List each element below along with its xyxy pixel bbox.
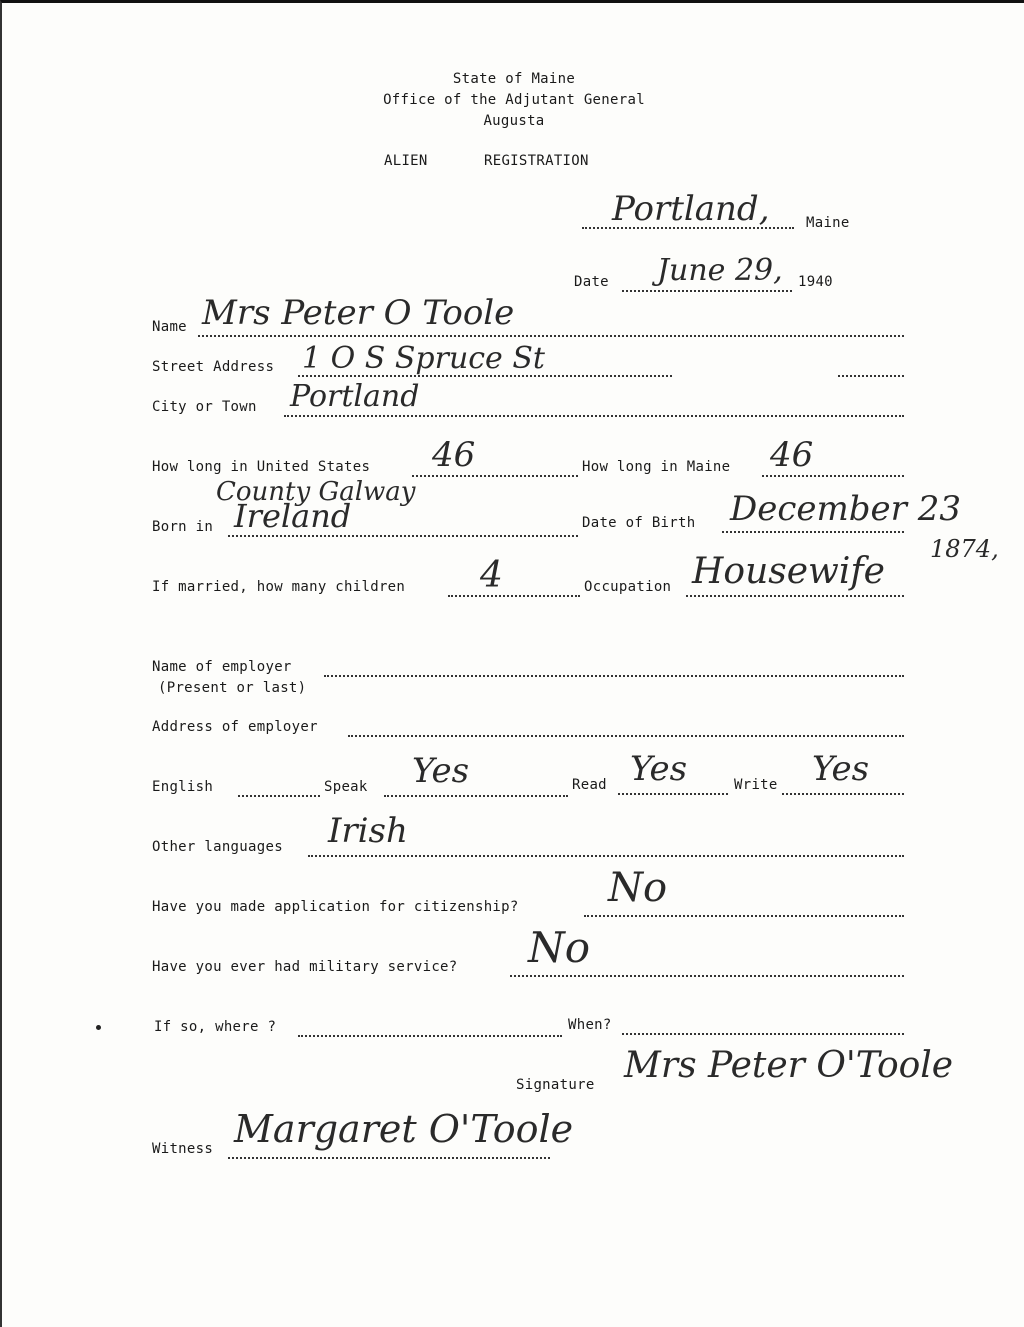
born-note: County Galway (216, 477, 416, 507)
employer-address-label: Address of employer (152, 719, 318, 735)
dob-label: Date of Birth (582, 515, 696, 531)
speak-label: Speak (324, 779, 368, 795)
read-label: Read (572, 777, 607, 793)
military-label: Have you ever had military service? (152, 959, 458, 975)
header-city: Augusta (483, 113, 545, 129)
children-value: 4 (480, 555, 503, 596)
read-dots (618, 791, 728, 795)
name-dots (198, 333, 904, 337)
name-label: Name (152, 319, 187, 335)
title-alien: ALIEN (384, 153, 428, 169)
occupation-dots (686, 593, 904, 597)
maine-years-value: 46 (770, 435, 814, 475)
signature-label: Signature (516, 1077, 595, 1093)
children-dots (448, 593, 580, 597)
employer-sublabel: (Present or last) (158, 680, 307, 696)
date-value: June 29, (657, 253, 783, 288)
citizenship-label: Have you made application for citizenship? (152, 899, 519, 915)
children-label: If married, how many children (152, 579, 406, 595)
speak-dots (384, 793, 568, 797)
us-years-value: 46 (432, 435, 476, 475)
title-registration: REGISTRATION (484, 153, 589, 169)
speak-value: Yes (412, 751, 470, 791)
dob-value: December 23 (730, 489, 961, 529)
place-value: Portland, (612, 189, 770, 229)
occupation-label: Occupation (584, 579, 672, 595)
write-dots (782, 791, 904, 795)
witness-dots (228, 1155, 550, 1159)
employer-label: Name of employer (152, 659, 292, 675)
place-suffix: Maine (806, 215, 850, 231)
where-label: If so, where ? (154, 1019, 277, 1035)
military-value: No (528, 923, 591, 972)
employer-address-dots (348, 733, 904, 737)
signature-value: Mrs Peter O'Toole (624, 1045, 954, 1086)
us-years-label: How long in United States (152, 459, 371, 475)
english-dots (238, 793, 320, 797)
city-label: City or Town (152, 399, 257, 415)
write-value: Yes (812, 749, 870, 789)
street-value: 1 O S Spruce St (302, 341, 545, 376)
citizenship-dots (584, 913, 904, 917)
other-languages-dots (308, 853, 904, 857)
read-value: Yes (630, 749, 688, 789)
other-languages-value: Irish (328, 811, 408, 851)
born-label: Born in (152, 519, 214, 535)
when-dots (622, 1031, 904, 1035)
witness-value: Margaret O'Toole (234, 1107, 574, 1151)
where-dots (298, 1033, 562, 1037)
occupation-value: Housewife (692, 551, 885, 592)
dob-year: 1874, (930, 535, 999, 563)
born-value: Ireland (234, 497, 352, 535)
citizenship-value: No (608, 865, 668, 911)
write-label: Write (734, 777, 778, 793)
street-label: Street Address (152, 359, 275, 375)
when-label: When? (568, 1017, 612, 1033)
date-label: Date (574, 274, 609, 290)
date-dots (622, 288, 792, 292)
witness-label: Witness (152, 1141, 214, 1157)
date-year: 1940 (798, 274, 833, 290)
employer-dots (324, 673, 904, 677)
military-dots (510, 973, 904, 977)
maine-years-label: How long in Maine (582, 459, 731, 475)
margin-dot (96, 1025, 101, 1030)
city-value: Portland (290, 379, 420, 414)
dob-dots (722, 529, 904, 533)
header-office: Office of the Adjutant General (383, 92, 645, 108)
street-dots-end (838, 373, 904, 377)
english-label: English (152, 779, 214, 795)
other-languages-label: Other languages (152, 839, 283, 855)
name-value: Mrs Peter O Toole (202, 293, 515, 333)
header-state: State of Maine (452, 71, 576, 87)
